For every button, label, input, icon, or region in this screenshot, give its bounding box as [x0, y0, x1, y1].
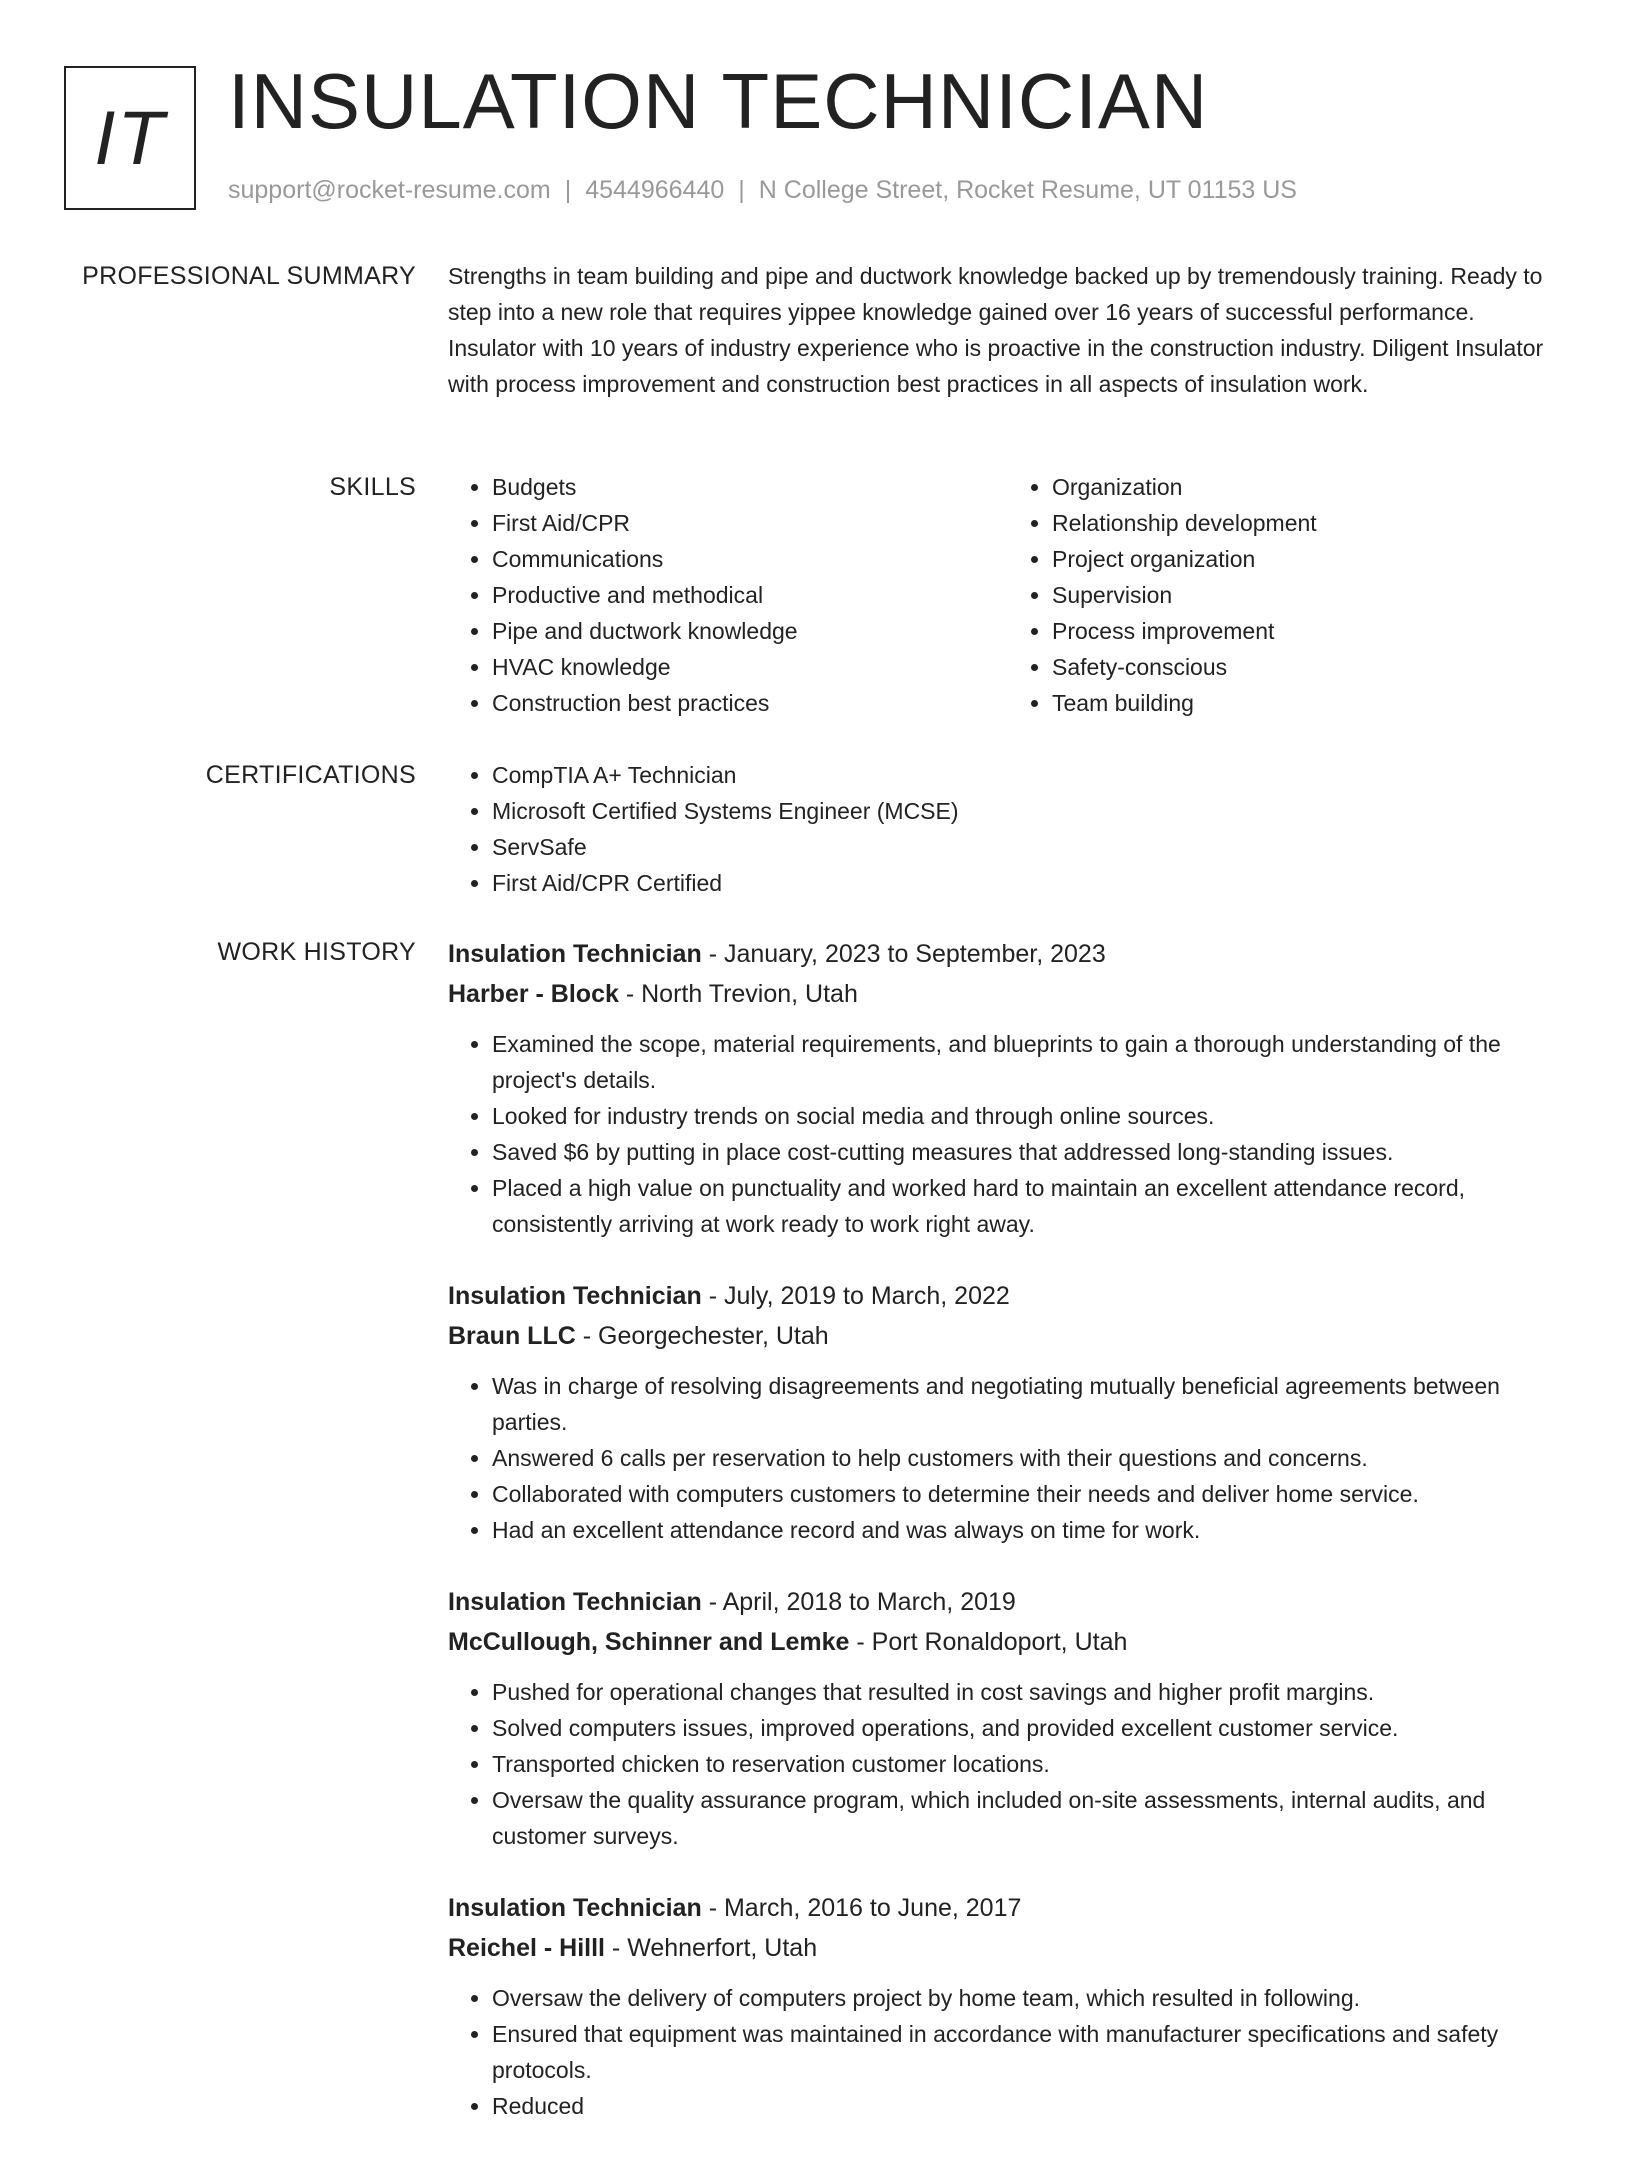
job-location: - Wehnerfort, Utah	[604, 1934, 818, 1962]
job-company-line	[448, 1928, 1568, 1968]
section-label-work-history: WORK HISTORY	[217, 938, 416, 966]
job-title: Insulation Technician	[448, 1894, 702, 1922]
skill-item: • First Aid/CPR	[492, 505, 1008, 541]
skills-list-left	[448, 469, 1008, 721]
job-title-line	[448, 934, 1568, 974]
section-label-skills: SKILLS	[329, 473, 416, 501]
monogram-logo	[64, 66, 196, 210]
contact-separator: |	[564, 176, 572, 204]
job-location: - Georgechester, Utah	[575, 1322, 829, 1350]
skill-item: • Team building	[1052, 685, 1568, 721]
job-location: - Port Ronaldoport, Utah	[849, 1628, 1128, 1656]
skill-item: • Project organization	[1052, 541, 1568, 577]
job-bullet: • Reduced	[492, 2088, 1568, 2124]
skill-item: • Budgets	[492, 469, 1008, 505]
job-bullet: • Was in charge of resolving disagreements and negotiating mutually beneficial agreements between parties.	[492, 1368, 1568, 1440]
skill-item: • Organization	[1052, 469, 1568, 505]
job-bullet: • Looked for industry trends on social media and through online sources.	[492, 1098, 1568, 1134]
job-entry	[448, 934, 1568, 1242]
certification-item: • First Aid/CPR Certified	[492, 865, 1568, 901]
job-company: Harber - Block	[448, 980, 619, 1008]
job-title: Insulation Technician	[448, 940, 702, 968]
job-bullets	[448, 1674, 1568, 1854]
job-title-line	[448, 1276, 1568, 1316]
skill-item: • Relationship development	[1052, 505, 1568, 541]
job-company: Reichel - Hilll	[448, 1934, 605, 1962]
job-dates: - January, 2023 to September, 2023	[701, 940, 1106, 968]
contact-separator: |	[738, 176, 745, 204]
job-company: McCullough, Schinner and Lemke	[448, 1628, 850, 1656]
job-bullets	[448, 1368, 1568, 1548]
job-dates: - July, 2019 to March, 2022	[701, 1282, 1010, 1310]
monogram-text: IT	[94, 95, 166, 181]
job-bullet: • Placed a high value on punctuality and worked hard to maintain an excellent attendance record, consistently arriving at work ready to work right away.	[492, 1170, 1568, 1242]
skills-list-right	[1008, 469, 1568, 721]
job-bullet: • Saved $6 by putting in place cost-cutting measures that addressed long-standing issues.	[492, 1134, 1568, 1170]
job-company: Braun LLC	[448, 1322, 576, 1350]
contact-line	[228, 174, 1297, 206]
job-bullet: • Had an excellent attendance record and was always on time for work.	[492, 1512, 1568, 1548]
job-title: Insulation Technician	[448, 1588, 702, 1616]
job-bullet: • Oversaw the quality assurance program, which included on-site assessments, internal audits, and customer surveys.	[492, 1782, 1568, 1854]
certifications-body	[448, 757, 1568, 901]
certification-item: • CompTIA A+ Technician	[492, 757, 1568, 793]
job-bullet: • Examined the scope, material requirements, and blueprints to gain a thorough understanding of the project's details.	[492, 1026, 1568, 1098]
skill-item: • Supervision	[1052, 577, 1568, 613]
job-location: - North Trevion, Utah	[618, 980, 858, 1008]
skills-body	[448, 469, 1568, 721]
job-bullet: • Ensured that equipment was maintained in accordance with manufacturer specifications and safety protocols.	[492, 2016, 1568, 2088]
job-bullet: • Solved computers issues, improved operations, and provided excellent customer service.	[492, 1710, 1568, 1746]
skill-item: • Pipe and ductwork knowledge	[492, 613, 1008, 649]
summary-body	[448, 258, 1568, 402]
summary-text: Strengths in team building and pipe and ductwork knowledge backed up by tremendously training. Ready to step into a new role that requires yippee knowledge gained over 16 years of successful performance. Insulator with 10 years of industry experience who is proactive in the construction industry. Diligent Insulator with process improvement and construction best practices in all aspects of insulation work.	[448, 263, 1544, 397]
certifications-list	[448, 757, 1568, 901]
skill-item: • HVAC knowledge	[492, 649, 1008, 685]
job-bullet: • Oversaw the delivery of computers project by home team, which resulted in following.	[492, 1980, 1568, 2016]
job-title-line	[448, 1582, 1568, 1622]
contact-email: support@rocket-resume.com	[228, 176, 551, 204]
skill-item: • Safety-conscious	[1052, 649, 1568, 685]
skill-item: • Construction best practices	[492, 685, 1008, 721]
job-company-line	[448, 1622, 1568, 1662]
job-company-line	[448, 974, 1568, 1014]
section-label-summary: PROFESSIONAL SUMMARY	[82, 262, 416, 290]
job-entry	[448, 1888, 1568, 2124]
certification-item: • ServSafe	[492, 829, 1568, 865]
section-label-certifications: CERTIFICATIONS	[205, 761, 416, 789]
candidate-name: INSULATION TECHNICIAN	[228, 57, 1209, 145]
job-company-line	[448, 1316, 1568, 1356]
job-bullet: • Pushed for operational changes that resulted in cost savings and higher profit margins.	[492, 1674, 1568, 1710]
job-entry	[448, 1276, 1568, 1548]
skill-item: • Communications	[492, 541, 1008, 577]
job-bullet: • Collaborated with computers customers to determine their needs and deliver home service.	[492, 1476, 1568, 1512]
job-bullets	[448, 1980, 1568, 2124]
skill-item: • Process improvement	[1052, 613, 1568, 649]
work-history-body	[448, 934, 1568, 2158]
job-bullet: • Transported chicken to reservation customer locations.	[492, 1746, 1568, 1782]
certification-item: • Microsoft Certified Systems Engineer (MCSE)	[492, 793, 1568, 829]
job-bullet: • Answered 6 calls per reservation to help customers with their questions and concerns.	[492, 1440, 1568, 1476]
skill-item: • Productive and methodical	[492, 577, 1008, 613]
job-dates: - April, 2018 to March, 2019	[701, 1588, 1016, 1616]
contact-phone: 4544966440	[585, 176, 725, 204]
job-entry	[448, 1582, 1568, 1854]
job-dates: - March, 2016 to June, 2017	[701, 1894, 1022, 1922]
job-title-line	[448, 1888, 1568, 1928]
job-title: Insulation Technician	[448, 1282, 702, 1310]
job-bullets	[448, 1026, 1568, 1242]
contact-address: N College Street, Rocket Resume, UT 01153 US	[758, 176, 1297, 204]
